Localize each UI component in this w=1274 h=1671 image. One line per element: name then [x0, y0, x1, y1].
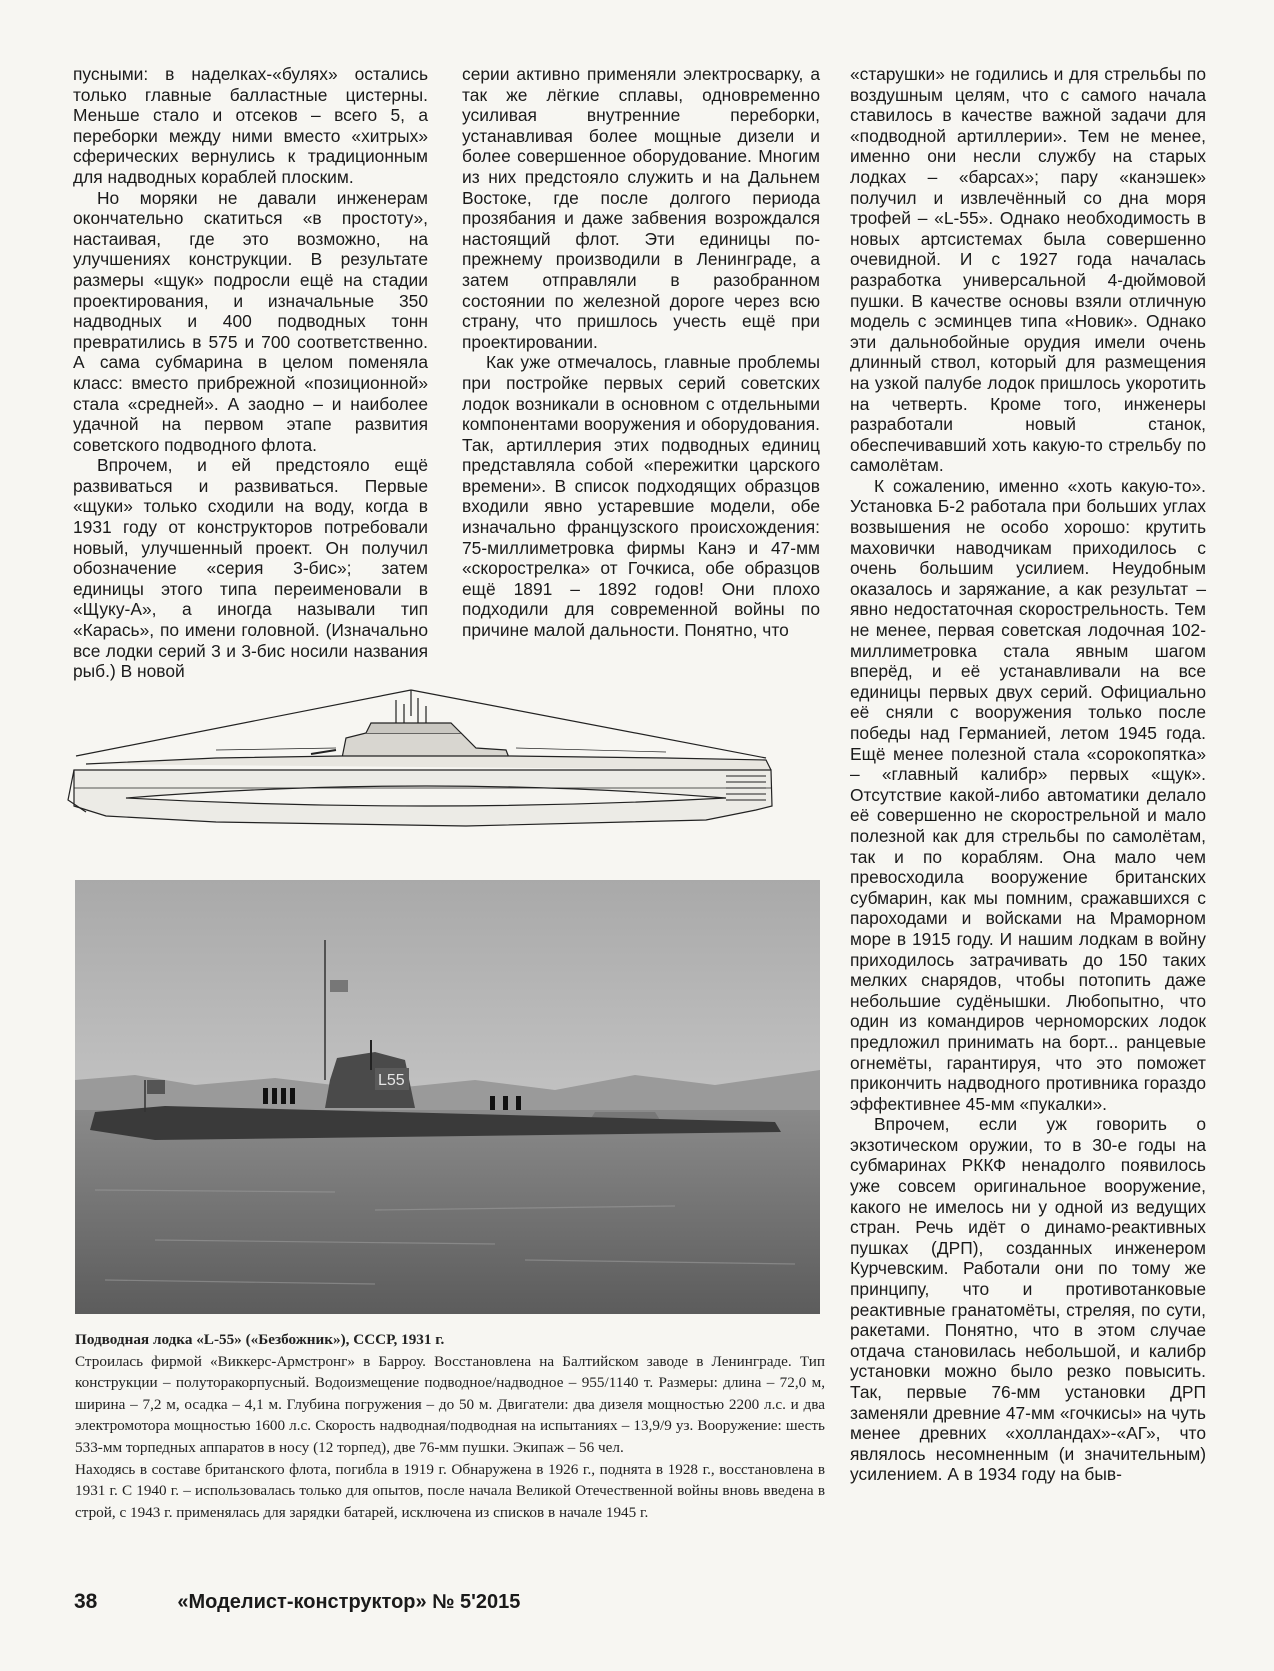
text-column-3	[850, 64, 1206, 1485]
journal-title: «Моделист-конструктор» № 5'2015	[177, 1591, 521, 1613]
paragraph: серии активно применяли электросварку, а так же лёгкие сплавы, одновременно усиливая внутренние переборки, устанавливая более мощные дизели и более совершенное оборудование. Многим из них предстояло служить и на Дальнем Востоке, где после долгого периода прозябания и даже забвения возрождался настоящий флот. Эти единицы по-прежнему производили в Ленинграде, а затем отправляли в разобранном состоянии по железной дороге через всю страну, что пришлось учесть ещё при проектировании.	[462, 64, 820, 352]
submarine-profile-svg	[66, 688, 826, 856]
text-column-2	[462, 64, 820, 641]
page-footer	[74, 1590, 520, 1614]
page-number: 38	[74, 1590, 98, 1613]
photo-svg	[75, 880, 820, 1314]
paragraph: Но моряки не давали инженерам окончательно скатиться «в простоту», настаивая, где это возможно, на улучшениях конструкции. В результате размеры «щук» подросли ещё на стадии проектирования, и изначальные 350 надводных и 400 подводных тонн превратились в 575 и 700 соответственно. А сама субмарина в целом поменяла класс: вместо прибрежной «позиционной» стала «средней». А заодно – и наиболее удачной на первом этапе развития советского подводного флота.	[73, 187, 428, 455]
paragraph: пусными: в наделках-«булях» остались только главные балластные цистерны. Меньше стало и отсеков – всего 5, а переборки между ними вместо «хитрых» сферических вернулись к традиционным для надводных кораблей плоским.	[73, 64, 428, 187]
paragraph: Впрочем, если уж говорить о экзотическом оружии, то в 30-е годы на субмаринах РККФ ненадолго появилось уже совсем оригинальное вооружение, какого не имелось ни у одной из ведущих стран. Речь идёт о динамо-реактивных пушках (ДРП), созданных инженером Курчевским. Работали они по тому же принципу, что и противотанковые реактивные гранатомёты, стреляя, по сути, ракетами. Понятно, что в этом случае отдача становилась небольшой, и калибр установки можно было резко повысить. Так, первые 76-мм установки ДРП заменяли древние 47-мм «гочкисы» на чуть менее древних «холландах»-«АГ», что являлось несомненным (и значительным) усилением. А в 1934 году на быв-	[850, 1114, 1206, 1485]
caption-title: Подводная лодка «L-55» («Безбожник»), СССР, 1931 г.	[75, 1331, 445, 1348]
submarine-photo	[75, 880, 820, 1314]
text-column-1	[73, 64, 428, 682]
caption-paragraph: Строилась фирмой «Виккерс-Армстронг» в Барроу. Восстановлена на Балтийском заводе в Ленинграде. Тип конструкции – полуторакорпусный. Водоизмещение подводное/надводное – 955/1140 т. Размеры: длина – 72,0 м, ширина – 7,2 м, осадка – 4,1 м. Глубина погружения – до 50 м. Двигатели: два дизеля мощностью 2200 л.с. и два электромотора мощностью 1600 л.с. Скорость надводная/подводная на испытаниях – 13,9/9 уз. Вооружение: шесть 533-мм торпедных аппаратов в носу (12 торпед), две 76-мм пушки. Экипаж – 56 чел.	[75, 1352, 825, 1456]
hull-number: L55	[378, 1072, 405, 1089]
photo-caption	[75, 1329, 825, 1523]
paragraph: Впрочем, и ей предстояло ещё развиваться и развиваться. Первые «щуки» только сходили на воду, когда в 1931 году от конструкторов потребовали новый, улучшенный проект. Он получил обозначение «серия 3-бис»; затем единицы этого типа переименовали в «Щуку-А», а иногда называли тип «Карась», по имени головной. (Изначально все лодки серий 3 и 3-бис носили названия рыб.) В новой	[73, 455, 428, 682]
caption-paragraph: Находясь в составе британского флота, погибла в 1919 г. Обнаружена в 1926 г., поднята в 1928 г., восстановлена в 1931 г. С 1940 г. – использовалась только для опытов, после начала Великой Отечественной войны вновь введена в строй, с 1943 г. применялась для зарядки батарей, исключена из списков в начале 1945 г.	[75, 1460, 825, 1521]
paragraph: «старушки» не годились и для стрельбы по воздушным целям, что с самого начала ставилось в качестве важной задачи для «подводной артиллерии». Тем не менее, именно они несли службу на старых лодках – «барсах»; пару «канэшек» получил и извлечённый со дна моря трофей – «L-55». Однако необходимость в новых артсистемах была совершенно очевидной. И с 1927 года началась разработка универсальной 4-дюймовой пушки. В качестве основы взяли отличную модель с эсминцев типа «Новик». Однако эти дальнобойные орудия имели очень длинный ствол, который для размещения на узкой палубе лодок пришлось укоротить на четверть. Кроме того, инженеры разработали новый станок, обеспечивавший хоть какую-то стрельбу по самолётам.	[850, 64, 1206, 476]
paragraph: Как уже отмечалось, главные проблемы при постройке первых серий советских лодок возникали в основном с отдельными компонентами вооружения и оборудования. Так, артиллерия этих подводных единиц представляла собой «пережитки царского времени». В список подходящих образцов входили явно устаревшие модели, обе изначально французского происхождения: 75-миллиметровка фирмы Канэ и 47-мм «скорострелка» от Гочкиса, обе образцов ещё 1891 – 1892 годов! Они плохо подходили для современной войны по причине малой дальности. Понятно, что	[462, 352, 820, 641]
paragraph: К сожалению, именно «хоть какую-то». Установка Б-2 работала при больших углах возвышения не особо хорошо: крутить маховички наводчикам приходилось с очень большим усилием. Неудобным оказалось и заряжание, а как результат – явно недостаточная скорострельность. Тем не менее, первая советская лодочная 102-миллиметровка стала явным шагом вперёд, и её устанавливали на все единицы первых двух серий. Официально её сняли с вооружения только после победы над Германией, летом 1945 года. Ещё менее полезной стала «сорокопятка» – «главный калибр» первых «щук». Отсутствие какой-либо автоматики делало её совершенно не скорострельной и мало полезной как для стрельбы по самолётам, так и по кораблям. Она мало чем превосходила вооружение британских субмарин, как мы помним, сражавшихся с пароходами и войсками на Мраморном море в 1915 году. И нашим лодкам в войну приходилось затрачивать до 150 таких мелких снарядов, чтобы потопить даже небольшие судёнышки. Любопытно, что один из командиров черноморских лодок предложил принимать на борт... ранцевые огнемёты, гарантируя, что это поможет прикончить надводного противника гораздо эффективнее 45-мм «пукалки».	[850, 475, 1206, 1114]
submarine-drawing	[66, 688, 826, 856]
